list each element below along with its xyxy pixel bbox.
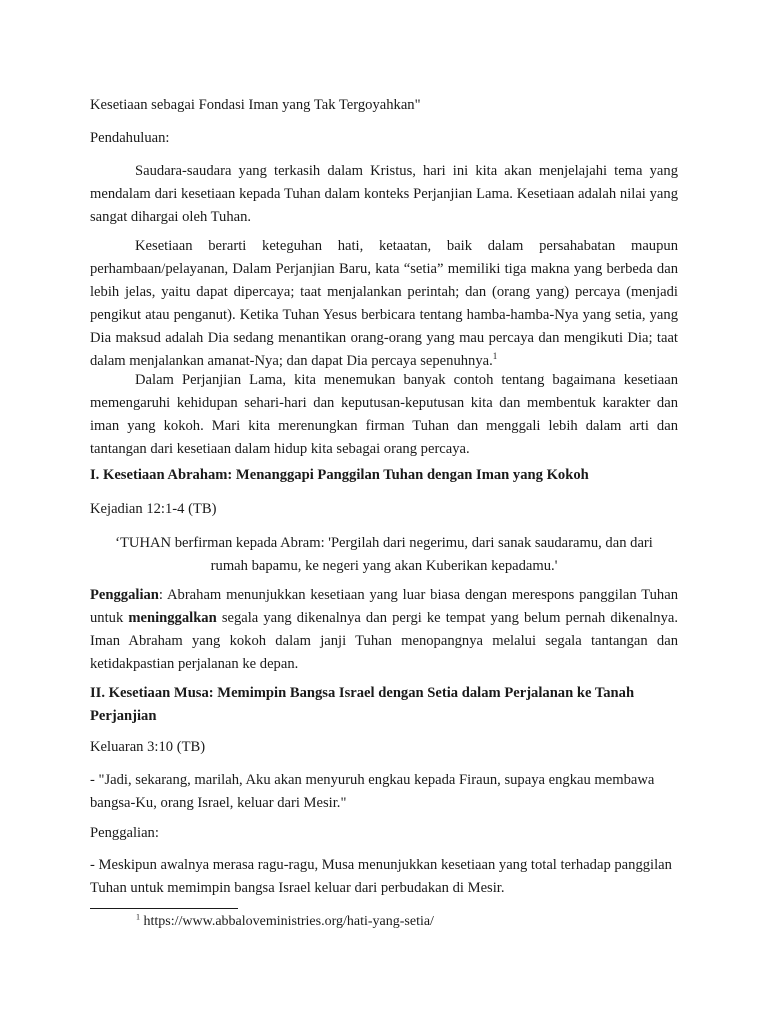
section-1-exposition-text-b: segala yang dikenalnya dan pergi ke tempat yang belum pernah dikenalnya. Iman Abraham yang kokoh dalam janji Tuhan menopangnya melalui segala tantangan dan ketidakpastian perjalanan ke depan. [90,610,678,672]
section-1-quote: ‘TUHAN berfirman kepada Abram: 'Pergilah dari negerimu, dari sanak saudaramu, dan dari rumah bapamu, ke negeri yang akan Kuberikan kepadamu.' [115,535,653,574]
section-1-heading: I. Kesetiaan Abraham: Menanggapi Panggilan Tuhan dengan Iman yang Kokoh [90,467,589,483]
section-1-exposition-label: Penggalian [90,587,159,603]
document-title: Kesetiaan sebagai Fondasi Iman yang Tak Tergoyahkan" [90,97,421,113]
section-1-exposition-emphasis: meninggalkan [128,610,217,626]
section-2-exposition-label: Penggalian: [90,825,159,841]
intro-paragraph-3-text: Dalam Perjanjian Lama, kita menemukan banyak contoh tentang bagaimana kesetiaan memengaruhi kehidupan sehari-hari dan keputusan-keputusan kita dan membentuk karakter dan iman yang kokoh. Mari kita merenungkan firman Tuhan dan menggali lebih dalam arti dan tantangan dari kesetiaan dalam hidup kita sebagai orang percaya. [90,372,678,457]
intro-paragraph-1-text: Saudara-saudara yang terkasih dalam Kristus, hari ini kita akan menjelajahi tema yang mendalam dari kesetiaan kepada Tuhan dalam konteks Perjanjian Lama. Kesetiaan adalah nilai yang sangat dihargai oleh Tuhan. [90,163,678,225]
section-2-quote: - "Jadi, sekarang, marilah, Aku akan menyuruh engkau kepada Firaun, supaya engkau membawa bangsa-Ku, orang Israel, keluar dari Mesir." [90,772,655,811]
section-1-exposition [90,584,678,676]
intro-paragraph-2 [90,235,678,373]
section-2-heading: II. Kesetiaan Musa: Memimpin Bangsa Israel dengan Setia dalam Perjalanan ke Tanah Perjanjian [90,685,635,724]
intro-heading: Pendahuluan: [90,130,170,146]
footnote-url[interactable]: https://www.abbaloveministries.org/hati-yang-setia/ [140,914,434,929]
intro-paragraph-2-text: Kesetiaan berarti keteguhan hati, ketaatan, baik dalam persahabatan maupun perhambaan/pelayanan, Dalam Perjanjian Baru, kata “setia” memiliki tiga makna yang berbeda dan lebih jelas, yaitu dapat dipercaya; taat menjalankan perintah; dan (orang yang) percaya (menjadi pengikut atau penganut). Ketika Tuhan Yesus berbicara tentang hamba-hamba-Nya yang setia, yang Dia maksud adalah Dia sedang menantikan orang-orang yang mau percaya dan mengikuti Dia; taat dalam menjalankan amanat-Nya; dan dapat Dia percaya sepenuhnya. [90,238,678,369]
footnote [136,912,434,932]
section-1-scripture-ref: Kejadian 12:1-4 (TB) [90,501,217,517]
section-1-exposition-text-a: : Abraham menunjukkan kesetiaan yang luar biasa dengan merespons panggilan Tuhan untuk [90,587,678,626]
footnote-separator [90,908,238,909]
intro-paragraph-3 [90,369,678,461]
intro-paragraph-1 [90,160,678,229]
section-2-exposition: - Meskipun awalnya merasa ragu-ragu, Musa menunjukkan kesetiaan yang total terhadap panggilan Tuhan untuk memimpin bangsa Israel keluar dari perbudakan di Mesir. [90,857,672,896]
section-2-scripture-ref: Keluaran 3:10 (TB) [90,739,206,755]
footnote-reference[interactable]: 1 [492,351,498,362]
footnote-number: 1 [136,912,140,922]
